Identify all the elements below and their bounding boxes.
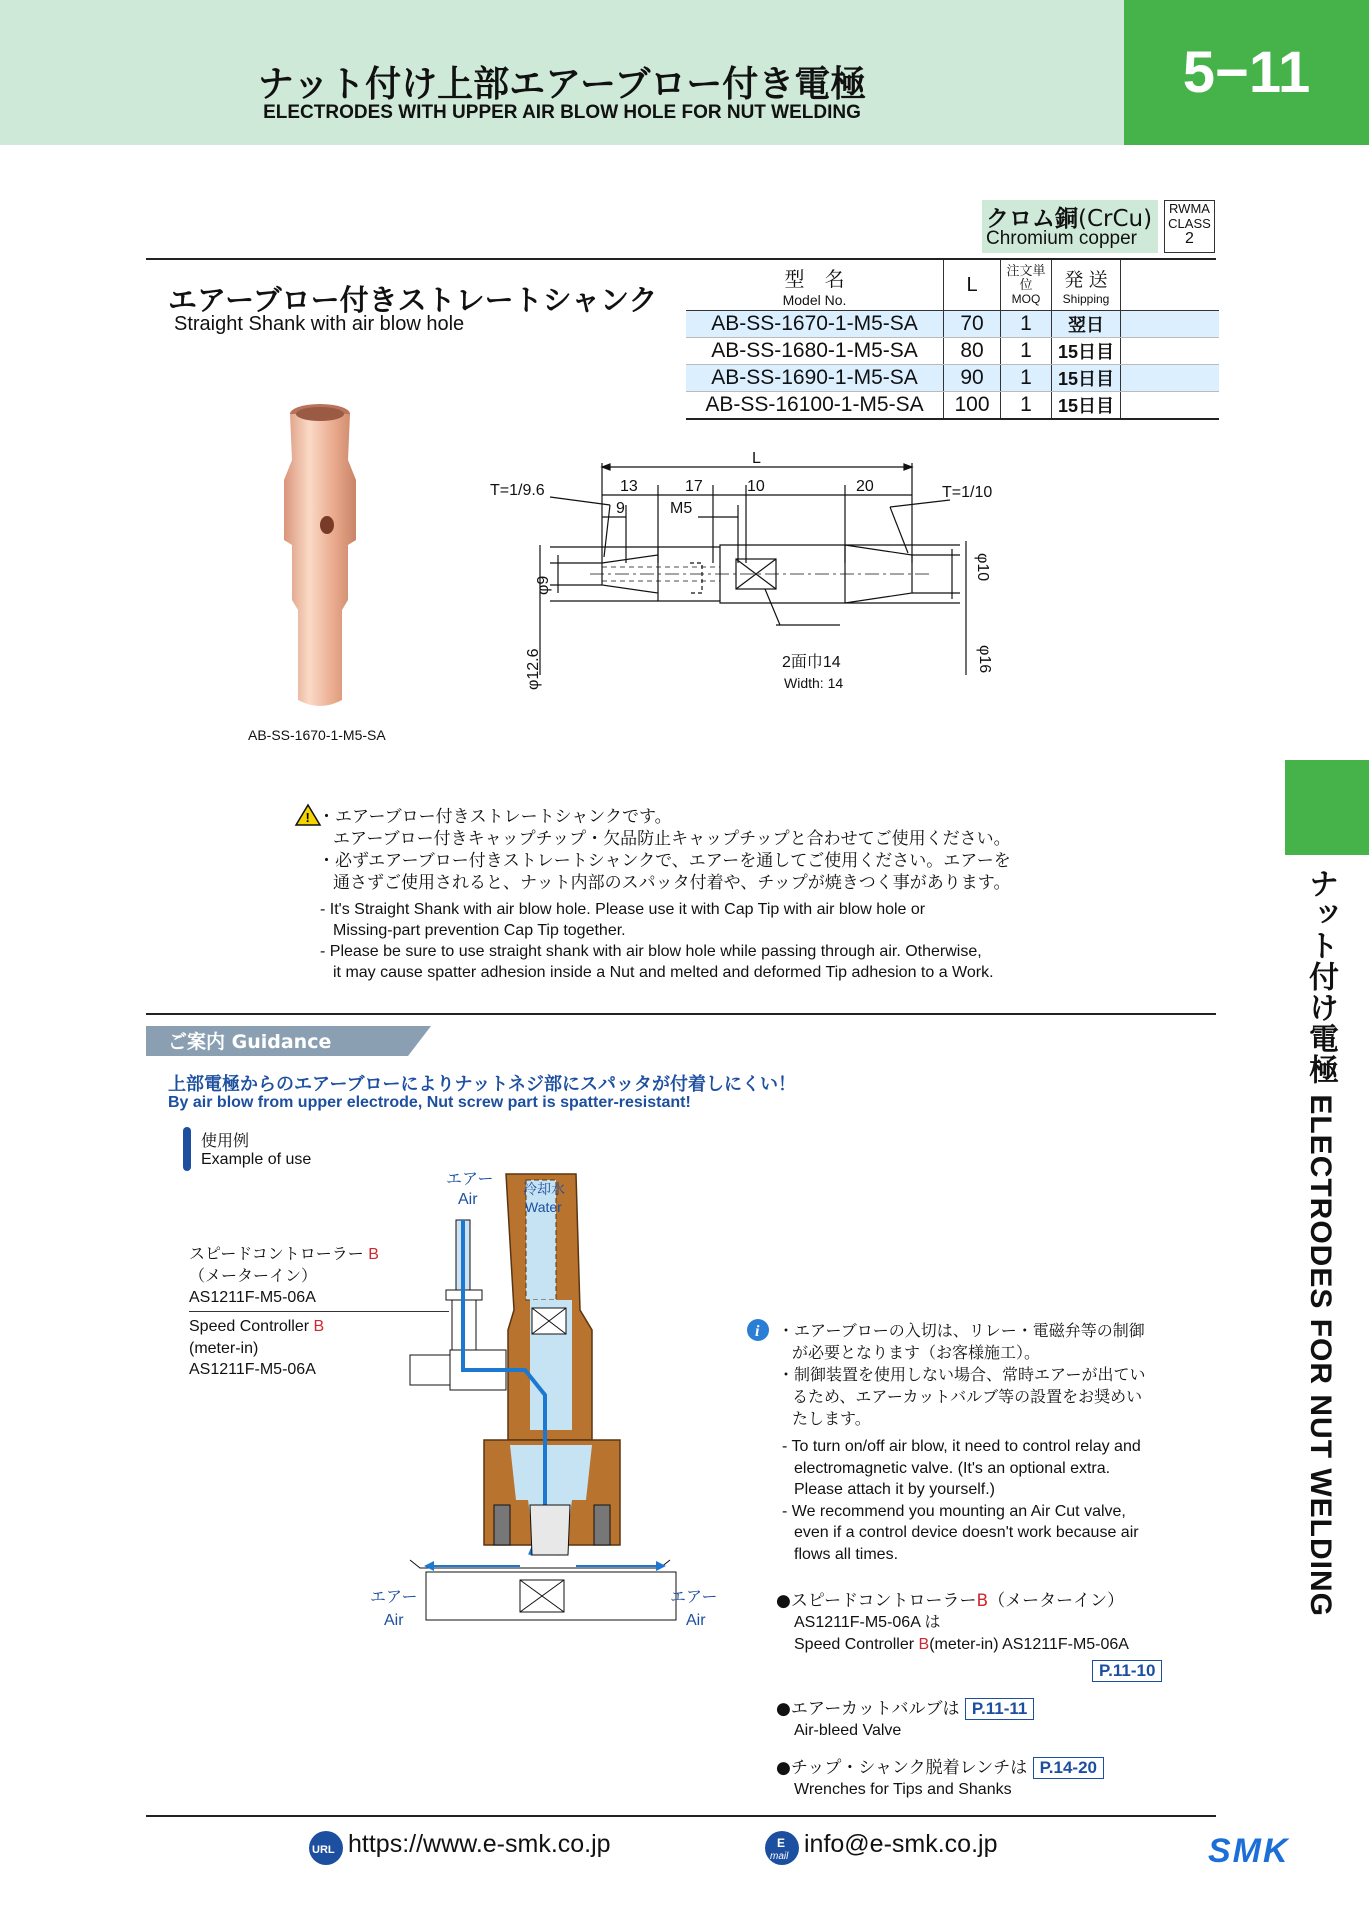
email-link[interactable]: info@e-smk.co.jp — [804, 1830, 998, 1858]
mail-icon-letter: E — [777, 1836, 786, 1850]
water-label-en: Water — [525, 1199, 562, 1215]
dim-m5: M5 — [670, 500, 693, 517]
technical-drawing — [490, 445, 995, 710]
guidance-tab-label: ご案内 Guidance — [168, 1031, 332, 1053]
rwma-label: RWMA — [1169, 201, 1210, 216]
smk-logo — [1208, 1832, 1312, 1870]
info-en-line: Please attach it by yourself.) — [794, 1481, 995, 1498]
note-jp-4: 通さずご使用されると、ナット内部のスパッタ付着や、チップが焼きつく事があります。 — [333, 873, 1011, 893]
ship-header — [1052, 260, 1121, 311]
dim-phi9: φ9 — [535, 575, 552, 595]
page-number: 5−11 — [1124, 0, 1369, 145]
ship-header-jp: 発 送 — [1064, 269, 1108, 291]
ship-cell: 15日目 — [1052, 338, 1121, 365]
model-header-en: Model No. — [782, 291, 847, 308]
page-title: ナット付け上部エアーブロー付き電極 — [257, 64, 867, 105]
info-jp-line: たします。 — [792, 1409, 871, 1428]
ship-cell: 15日目 — [1052, 365, 1121, 392]
usage-diagram — [360, 1170, 730, 1629]
side-label — [1292, 868, 1342, 1617]
divider — [146, 1815, 1216, 1817]
model-cell: AB-SS-1690-1-M5-SA — [686, 365, 944, 392]
dim-phi10: φ10 — [974, 553, 991, 582]
table-header — [686, 260, 1219, 311]
model-cell: AB-SS-1680-1-M5-SA — [686, 338, 944, 365]
side-label-jp: ナット付け電極 — [1304, 868, 1337, 1085]
moq-cell: 1 — [1001, 365, 1052, 392]
taper-right: T=1/10 — [942, 484, 993, 501]
ref-sc-b: B — [976, 1591, 989, 1611]
ref-sc-en-model: (meter-in) AS1211F-M5-06A — [929, 1636, 1129, 1653]
url-icon-text: URL — [312, 1844, 335, 1856]
page-ref-link[interactable]: P.14-20 — [1033, 1757, 1104, 1779]
model-cell: AB-SS-1670-1-M5-SA — [686, 311, 944, 338]
logo-text: SMK — [1208, 1832, 1290, 1870]
moq-header-en: MOQ — [1011, 292, 1041, 306]
note-en-4: it may cause spatter adhesion inside a Nut and melted and deformed Tip adhesion to a Work. — [333, 964, 994, 981]
photo-caption: AB-SS-1670-1-M5-SA — [248, 727, 386, 743]
rwma-class — [1164, 200, 1215, 253]
info-en-line: - To turn on/off air blow, it need to control relay and — [782, 1438, 1141, 1455]
ref-sc-model: AS1211F-M5-06A は — [794, 1614, 941, 1631]
note-en-2: Missing-part prevention Cap Tip together. — [333, 922, 626, 939]
ref-valve-en: Air-bleed Valve — [794, 1722, 902, 1739]
speed-controller-label-en — [189, 1316, 324, 1381]
speed-controller-model: AS1211F-M5-06A — [189, 1361, 316, 1378]
moq-cell: 1 — [1001, 392, 1052, 420]
note-jp-3: ・必ずエアーブロー付きストレートシャンクで、エアーを通してご使用ください。エアーを — [318, 851, 1011, 871]
moq-cell: 1 — [1001, 338, 1052, 365]
guidance-headline-en: By air blow from upper electrode, Nut screw part is spatter-resistant! — [168, 1094, 691, 1111]
ship-cell: 翌日 — [1052, 311, 1121, 338]
length-header: L — [944, 260, 1001, 311]
mail-icon — [764, 1830, 800, 1866]
page-ref-link[interactable]: P.11-10 — [1092, 1660, 1162, 1682]
speed-controller-model: AS1211F-M5-06A — [189, 1289, 316, 1306]
moq-header-jp: 注文単位 — [1006, 263, 1046, 292]
ref-wrench-en: Wrenches for Tips and Shanks — [794, 1781, 1012, 1798]
material-name-jp: クロム銅 — [986, 206, 1078, 232]
air-left-en: Air — [384, 1612, 404, 1629]
length-cell: 80 — [944, 338, 1001, 365]
url-icon — [308, 1830, 344, 1866]
material-name-en: Chromium copper — [986, 228, 1137, 249]
class-value: 2 — [1185, 230, 1194, 247]
divider — [146, 1013, 1216, 1015]
svg-text:i: i — [755, 1323, 760, 1340]
info-jp-line: ・エアーブローの入切は、リレー・電磁弁等の制御 — [778, 1321, 1145, 1340]
info-icon — [746, 1318, 770, 1342]
ref-valve — [776, 1698, 1034, 1742]
width-en: Width: 14 — [784, 675, 844, 691]
material-formula: (CrCu) — [1078, 206, 1153, 232]
air-right-jp: エアー — [670, 1589, 718, 1606]
air-label-jp: エアー — [446, 1171, 494, 1188]
dim-10: 10 — [747, 478, 765, 495]
info-en-line: even if a control device doesn't work because air — [794, 1524, 1139, 1541]
guidance-headline-jp: 上部電極からのエアーブローによりナットネジ部にスパッタが付着しにくい！ — [168, 1074, 797, 1095]
model-header — [686, 260, 944, 311]
note-en-3: - Please be sure to use straight shank with air blow hole while passing through air. Otherwise, — [320, 943, 982, 960]
dim-phi12-6: φ12.6 — [525, 648, 542, 690]
length-cell: 100 — [944, 392, 1001, 420]
note-jp-2: エアーブロー付きキャップチップ・欠品防止キャップチップと合わせてご使用ください。 — [333, 829, 1011, 849]
info-en-line: - We recommend you mounting an Air Cut valve, — [782, 1502, 1126, 1520]
section-title: エアーブロー付きストレートシャンク — [168, 283, 658, 317]
svg-text:!: ! — [305, 810, 310, 825]
info-jp-line: が必要となります（お客様施工）。 — [792, 1343, 1041, 1362]
speed-controller-jp: スピードコントローラー — [189, 1246, 364, 1263]
air-right-en: Air — [686, 1612, 706, 1629]
length-cell: 90 — [944, 365, 1001, 392]
moq-cell: 1 — [1001, 311, 1052, 338]
dim-L: L — [752, 450, 761, 467]
meter-in-en: (meter-in) — [189, 1339, 259, 1357]
ref-sc-jp: ●スピードコントローラー — [776, 1591, 977, 1611]
speed-controller-label-jp — [189, 1244, 379, 1309]
spec-table — [686, 260, 1219, 420]
ref-valve-jp: ●エアーカットバルブは — [776, 1699, 960, 1719]
ref-speed-controller — [776, 1590, 1129, 1656]
water-label-jp: 冷却水 — [523, 1181, 565, 1197]
page-subtitle: ELECTRODES WITH UPPER AIR BLOW HOLE FOR NUT WELDING — [263, 102, 861, 123]
product-photo — [270, 400, 370, 718]
air-label-en: Air — [458, 1191, 478, 1208]
info-en — [782, 1436, 1202, 1565]
info-jp-line: るため、エアーカットバルブ等の設置をお奨めい — [792, 1387, 1143, 1406]
ship-cell: 15日目 — [1052, 392, 1121, 420]
ref-sc-en: Speed Controller — [794, 1636, 919, 1653]
side-label-en: ELECTRODES FOR NUT WELDING — [1304, 1094, 1337, 1617]
speed-controller-en: Speed Controller — [189, 1318, 310, 1335]
ship-header-en: Shipping — [1062, 291, 1110, 306]
dim-20: 20 — [856, 478, 874, 495]
ref-wrench — [776, 1757, 1104, 1801]
table-row — [686, 311, 1219, 338]
ref-wrench-jp: ●チップ・シャンク脱着レンチは — [776, 1758, 1028, 1778]
mail-icon-word: mail — [770, 1851, 789, 1862]
info-jp — [778, 1320, 1146, 1430]
ref-sc-en-b: B — [918, 1636, 930, 1653]
info-en-line: flows all times. — [794, 1545, 899, 1563]
website-link[interactable]: https://www.e-smk.co.jp — [348, 1830, 611, 1858]
note-en-1: - It's Straight Shank with air blow hole. Please use it with Cap Tip with air blow hole or — [320, 901, 926, 918]
table-row — [686, 392, 1219, 420]
length-cell: 70 — [944, 311, 1001, 338]
info-en-line: electromagnetic valve. (It's an optional extra. — [794, 1459, 1111, 1477]
section-subtitle: Straight Shank with air blow hole — [174, 313, 465, 335]
dim-phi16: φ16 — [976, 645, 993, 674]
ref-sc-meter: （メーターイン） — [988, 1591, 1125, 1611]
speed-controller-b: B — [313, 1318, 325, 1335]
model-header-jp: 型 名 — [784, 268, 845, 291]
class-label: CLASS — [1168, 216, 1211, 231]
dim-13: 13 — [620, 478, 638, 495]
meter-in-jp: （メーターイン） — [189, 1267, 318, 1285]
note-jp-1: ・エアーブロー付きストレートシャンクです。 — [318, 807, 672, 827]
example-label-en: Example of use — [201, 1151, 312, 1168]
dim-17: 17 — [685, 478, 703, 495]
air-left-jp: エアー — [370, 1589, 418, 1606]
example-label-jp: 使用例 — [201, 1131, 250, 1150]
page-ref-link[interactable]: P.11-11 — [965, 1698, 1034, 1720]
info-jp-line: ・制御装置を使用しない場合、常時エアーが出てい — [778, 1365, 1146, 1384]
width-jp: 2面巾14 — [782, 654, 841, 671]
table-row — [686, 338, 1219, 365]
table-row — [686, 365, 1219, 392]
dim-9: 9 — [616, 500, 625, 517]
taper-left: T=1/9.6 — [490, 482, 545, 499]
guidance-tab — [146, 1026, 431, 1056]
example-marker — [183, 1127, 191, 1171]
moq-header — [1001, 260, 1052, 311]
side-tab — [1285, 760, 1369, 855]
speed-controller-b: B — [368, 1246, 379, 1263]
model-cell: AB-SS-16100-1-M5-SA — [686, 392, 944, 420]
